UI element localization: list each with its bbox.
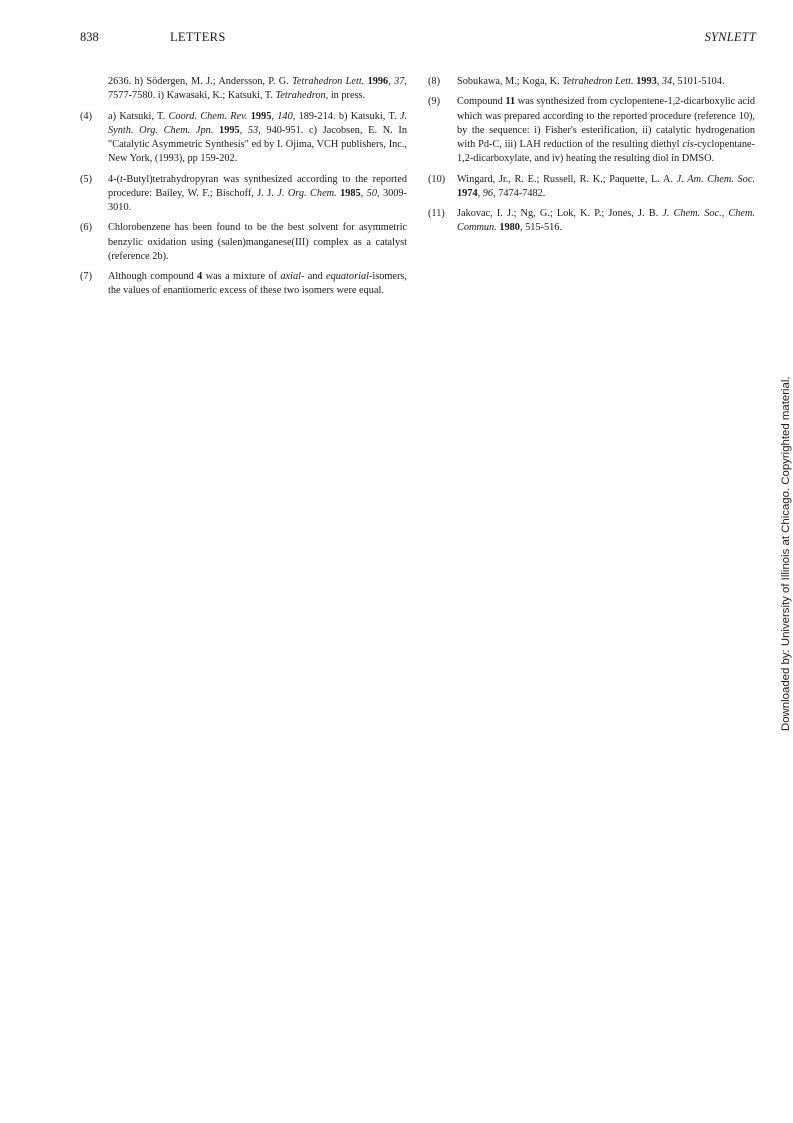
right-column — [428, 75, 755, 242]
reference-number: (4) — [80, 110, 93, 122]
reference-9: (9) Compound 11 was synthesized from cyclopentene-1,2-dicarboxylic acid which was prepared according to the reported procedure (reference 10), by the sequence: i) Fisher's esterification, ii) catalytic hydrogenation with Pd-C, iii) LAH reduction of the resulting diethyl cis-cyclopentane-1,2-dicarboxylate, and iv) heating the resulting diol in DMSO. — [428, 96, 755, 165]
reference-number: (5) — [80, 173, 93, 185]
download-watermark-text: Downloaded by: University of Illinois at Chicago. Copyrighted material. — [780, 376, 792, 731]
reference-7: (7) Although compound 4 was a mixture of axial- and equatorial-isomers, the values of enantiomeric excess of these two isomers were equal. — [80, 271, 407, 297]
reference-continuation: 2636. h) Södergen, M. J.; Andersson, P. G. Tetrahedron Lett. 1996, 37, 7577-7580. i) Kawasaki, K.; Katsuki, T. Tetrahedron, in press. — [108, 76, 407, 102]
reference-number: (11) — [428, 208, 445, 220]
reference-number: (9) — [428, 96, 441, 108]
left-column — [80, 75, 407, 305]
reference-number: (10) — [428, 173, 446, 185]
reference-8: (8) Sobukawa, M.; Koga, K. Tetrahedron Lett. 1993, 34, 5101-5104. — [428, 75, 755, 89]
reference-number: (6) — [80, 222, 93, 234]
page-header — [0, 29, 793, 47]
journal-name: SYNLETT — [704, 30, 756, 44]
reference-6: (6) Chlorobenzene has been found to be the best solvent for asymmetric benzylic oxidation using (salen)manganese(III) complex as a catalyst (reference 2b). — [80, 222, 407, 262]
reference-number: (7) — [80, 271, 93, 283]
section-title: LETTERS — [170, 30, 226, 44]
reference-5: (5) 4-(t-Butyl)tetrahydropyran was synthesized according to the reported procedure: Bailey, W. F.; Bischoff, J. J. J. Org. Chem. 1985, 50, 3009-3010. — [80, 173, 407, 213]
reference-4: (4) a) Katsuki, T. Coord. Chem. Rev. 1995, 140, 189-214. b) Katsuki, T. J. Synth. Org. Chem. Jpn. 1995, 53, 940-951. c) Jacobsen, E. N. In "Catalytic Asymmetric Synthesis" ed by I. Ojima, VCH publishers, Inc., New York, (1993), pp 159-202. — [80, 110, 408, 165]
reference-11: (11) Jakovac, I. J.; Ng, G.; Lok, K. P.; Jones, J. B. J. Chem. Soc., Chem. Commun. 1980, 515-516. — [428, 208, 755, 234]
reference-number: (8) — [428, 76, 441, 87]
reference-10: (10) Wingard, Jr., R. E.; Russell, R. K.; Paquette, L. A. J. Am. Chem. Soc. 1974, 96, 7474-7482. — [428, 173, 755, 199]
page-number: 838 — [80, 30, 99, 44]
